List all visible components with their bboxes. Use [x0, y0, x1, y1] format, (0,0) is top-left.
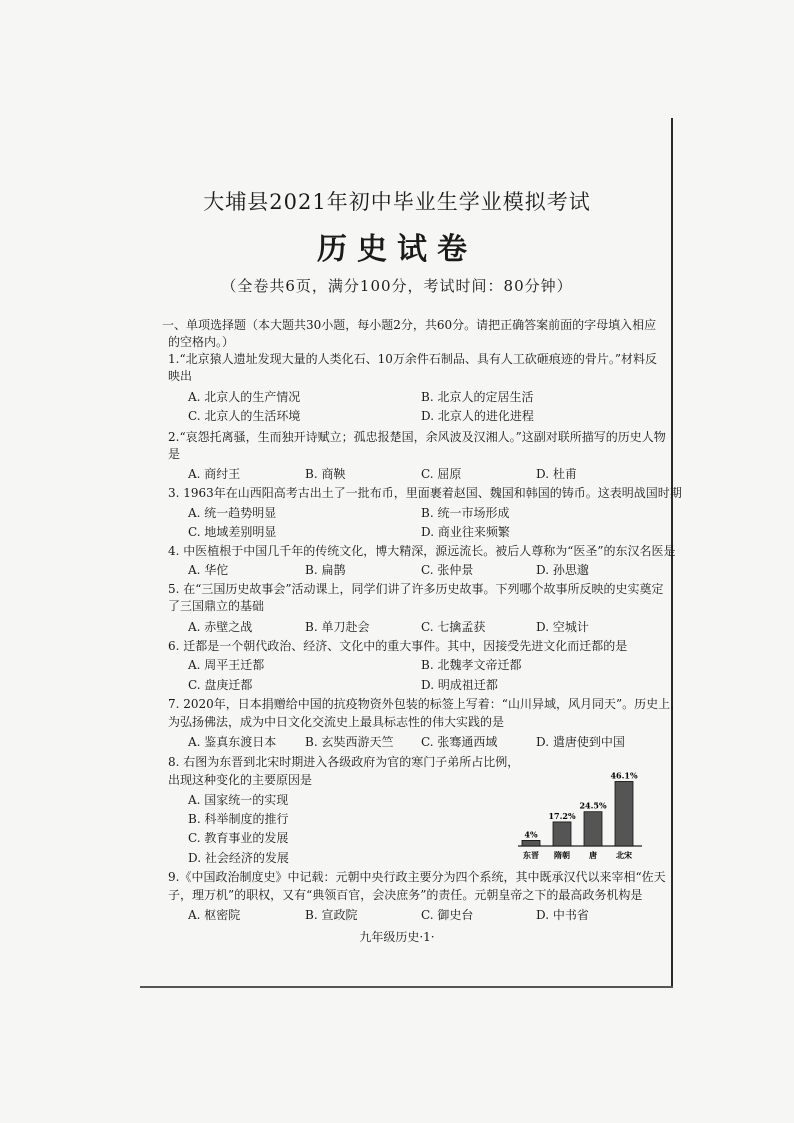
q1-stem-line1: 1.“北京猿人遗址发现大量的人类化石、10万余件石制品、具有人工砍砸痕迹的骨片。”材料反: [168, 352, 657, 366]
chart-value-label-2: 17.2%: [548, 810, 576, 821]
q7-option-b: B. 玄奘西游天竺: [305, 735, 394, 749]
q7-option-a: A. 鉴真东渡日本: [188, 735, 277, 749]
q7-option-d: D. 遣唐使到中国: [536, 735, 625, 749]
q7-stem-line2: 为弘扬佛法，成为中日文化交流史上最具标志性的伟大实践的是: [168, 715, 505, 729]
q1-option-c: C. 北京人的生活环境: [188, 409, 301, 423]
q4-option-a: A. 华佗: [188, 563, 229, 577]
q5-option-c: C. 七擒孟获: [421, 620, 486, 634]
section-heading-line2: 的空格内。）: [168, 335, 235, 349]
q4-stem-line1: 4. 中医植根于中国几千年的传统文化，博大精深，源远流长。被后人尊称为“医圣”的东汉名医是: [168, 544, 676, 558]
q4-option-b: B. 扁鹊: [305, 563, 346, 577]
q1-option-d: D. 北京人的进化进程: [421, 409, 534, 423]
q7-stem-line1: 7. 2020年，日本捐赠给中国的抗疫物资外包装的标签上写着：“山川异域，风月同天”。历史上，: [168, 697, 683, 711]
q8-option-b: B. 科举制度的推行: [188, 812, 289, 826]
q5-stem-line1: 5. 在“三国历史故事会”活动课上，同学们讲了许多历史故事。下列哪个故事所反映的史实奠定: [168, 582, 664, 596]
q9-stem-line2: 子，理万机”的职权，又有“典领百官，会决庶务”的责任。元朝皇帝之下的最高政务机构是: [168, 888, 643, 902]
q6-option-b: B. 北魏孝文帝迁都: [421, 658, 522, 672]
q5-option-d: D. 空城计: [536, 620, 589, 634]
q3-option-b: B. 统一市场形成: [421, 506, 510, 520]
chart-bar-2: [553, 822, 571, 846]
q1-stem-line2: 映出: [168, 369, 193, 383]
q5-option-a: A. 赤壁之战: [188, 620, 253, 634]
q3-option-c: C. 地域差别明显: [188, 525, 277, 539]
chart-bar-1: [522, 840, 540, 846]
q4-option-d: D. 孙思邈: [536, 563, 589, 577]
chart-category-label-3: 唐: [589, 850, 597, 860]
chart-value-label-4: 46.1%: [610, 770, 638, 781]
q4-option-c: C. 张仲景: [421, 563, 474, 577]
exam-title: 大埔县2021年初中毕业生学业模拟考试: [203, 190, 591, 214]
chart-category-label-2: 隋朝: [554, 850, 570, 860]
q6-option-a: A. 周平王迁都: [188, 658, 265, 672]
chart-value-label-1: 4%: [524, 829, 538, 840]
q7-option-c: C. 张骞通西域: [421, 735, 498, 749]
q6-stem-line1: 6. 迁都是一个朝代政治、经济、文化中的重大事件。其中，因接受先进文化而迁都的是: [168, 639, 628, 653]
q8-stem-line1: 8. 右图为东晋到北宋时期进入各级政府为官的寒门子弟所占比例，: [168, 755, 520, 769]
q2-stem-line2: 是: [168, 447, 181, 461]
q6-option-c: C. 盘庚迁都: [188, 678, 253, 692]
q2-option-a: A. 商纣王: [188, 467, 241, 481]
q1-option-b: B. 北京人的定居生活: [421, 390, 534, 404]
q3-option-d: D. 商业往来频繁: [421, 525, 510, 539]
q3-option-a: A. 统一趋势明显: [188, 506, 277, 520]
exam-info: （全卷共6页，满分100分，考试时间：80分钟）: [221, 277, 573, 295]
chart-category-label-1: 东晋: [523, 850, 539, 860]
q9-option-c: C. 御史台: [421, 908, 474, 922]
q9-option-d: D. 中书省: [536, 908, 589, 922]
q9-option-b: B. 宣政院: [305, 908, 358, 922]
subject-title: 历史试卷: [317, 232, 477, 267]
section-heading-line1: 一、单项选择题（本大题共30小题，每小题2分，共60分。请把正确答案前面的字母填入相应: [162, 318, 657, 332]
q9-stem-line1: 9.《中国政治制度史》中记载：元朝中央行政主要分为四个系统，其中既承汉代以来宰相“佐天: [168, 870, 666, 884]
q8-option-d: D. 社会经济的发展: [188, 851, 289, 865]
official-ratio-bar-chart: [516, 762, 644, 862]
page-bottom-border: [140, 986, 673, 988]
chart-value-label-3: 24.5%: [579, 800, 607, 811]
page-footer: 九年级历史·1·: [359, 930, 435, 944]
q2-option-b: B. 商鞅: [305, 467, 346, 481]
chart-category-label-4: 北宋: [616, 850, 632, 860]
q2-option-c: C. 屈原: [421, 467, 462, 481]
chart-bar-4: [615, 781, 633, 846]
q8-stem-line2: 出现这种变化的主要原因是: [168, 773, 313, 787]
q2-stem-line1: 2.“哀怨托离骚，生而独开诗赋立；孤忠报楚国，余风波及汉湘人。”这副对联所描写的历史人物: [168, 430, 666, 444]
q1-option-a: A. 北京人的生产情况: [188, 390, 301, 404]
q8-option-a: A. 国家统一的实现: [188, 793, 289, 807]
chart-bar-3: [584, 812, 602, 846]
q3-stem-line1: 3. 1963年在山西阳高考古出土了一批布币，里面裹着赵国、魏国和韩国的铸币。这表明战国时期: [168, 486, 682, 500]
q5-stem-line2: 了三国鼎立的基础: [168, 599, 265, 613]
q6-option-d: D. 明成祖迁都: [421, 678, 498, 692]
q2-option-d: D. 杜甫: [536, 467, 577, 481]
q5-option-b: B. 单刀赴会: [305, 620, 370, 634]
q9-option-a: A. 枢密院: [188, 908, 241, 922]
q8-option-c: C. 教育事业的发展: [188, 831, 289, 845]
